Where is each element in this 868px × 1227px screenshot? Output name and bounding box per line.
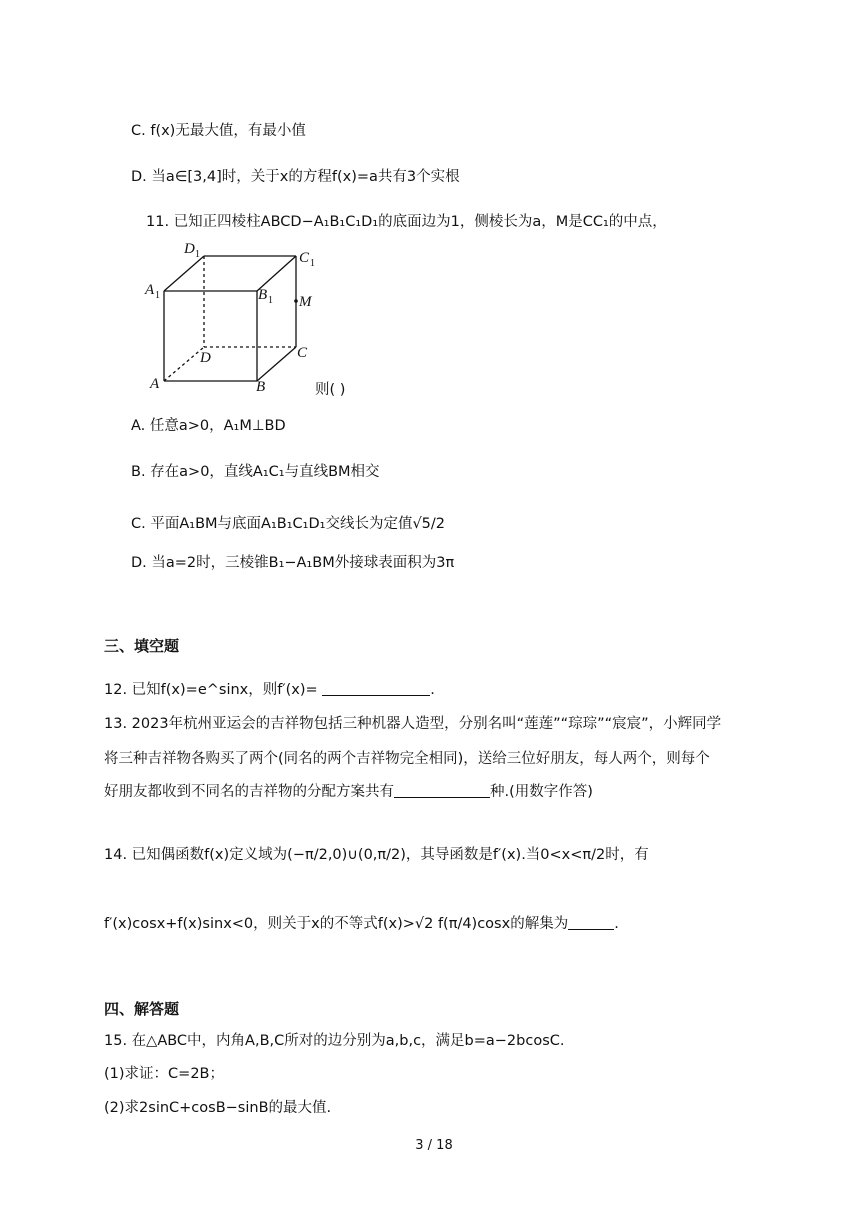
svg-text:1: 1 [268,295,273,306]
q12-text: 12. 已知f(x)=e^sinx，则f′(x)= . [104,682,435,698]
label-D1: D [184,241,195,257]
q11-option-a: A. 任意a>0，A₁M⊥BD [131,418,286,434]
q11-option-b: B. 存在a>0，直线A₁C₁与直线BM相交 [131,464,380,480]
label-D: D [200,350,211,366]
q11-option-c: C. 平面A₁BM与底面A₁B₁C₁D₁交线长为定值√5/2 [131,516,446,532]
q11-option-d: D. 当a=2时，三棱锥B₁−A₁BM外接球表面积为3π [131,555,455,571]
q13-line1: 13. 2023年杭州亚运会的吉祥物包括三种机器人造型，分别名叫“莲莲”“琮琮”“宸宸”，小辉同学 [104,716,722,732]
label-B: B [256,379,266,395]
page-number: 3 / 18 [415,1138,453,1153]
q10-option-c: C. f(x)无最大值，有最小值 [131,123,306,139]
section-title-solve: 四、解答题 [104,1000,180,1018]
answer-blank [568,929,614,930]
section-title-fill-in: 三、填空题 [104,637,180,655]
label-A1: A [145,282,155,298]
label-C1: C [299,250,310,266]
q15-part1: (1)求证：C=2B； [104,1066,224,1082]
q13-line2: 将三种吉祥物各购买了两个(同名的两个吉祥物完全相同)，送给三位好朋友，每人两个，则每个 [104,751,710,767]
q15-stem: 15. 在△ABC中，内角A,B,C所对的边分别为a,b,c，满足b=a−2bcosC. [104,1033,565,1049]
label-B1: B [258,287,268,303]
q10-option-d: D. 当a∈[3,4]时，关于x的方程f(x)=a共有3个实根 [131,169,460,185]
answer-blank [322,695,430,696]
q14-line2: f′(x)cosx+f(x)sinx<0，则关于x的不等式f(x)>√2 f(π/4)cosx的解集为 . [104,916,619,932]
label-A: A [150,376,160,392]
q11-stem: 11. 已知正四棱柱ABCD−A₁B₁C₁D₁的底面边为1，侧棱长为a，M是CC₁的中点， [146,214,667,230]
svg-text:1: 1 [195,249,200,260]
q15-part2: (2)求2sinC+cosB−sinB的最大值. [104,1100,332,1116]
q13-line3: 好朋友都收到不同名的吉祥物的分配方案共有 种.(用数字作答) [104,784,593,800]
label-M: M [299,294,312,310]
prism-figure [140,240,330,400]
label-C: C [297,345,308,361]
svg-text:1: 1 [155,290,160,301]
answer-blank [394,797,490,798]
q14-line1: 14. 已知偶函数f(x)定义域为(−π/2,0)∪(0,π/2)，其导函数是f′(x).当0<x<π/2时，有 [104,847,649,863]
q11-then: 则( ) [315,382,346,398]
svg-text:1: 1 [310,258,315,269]
